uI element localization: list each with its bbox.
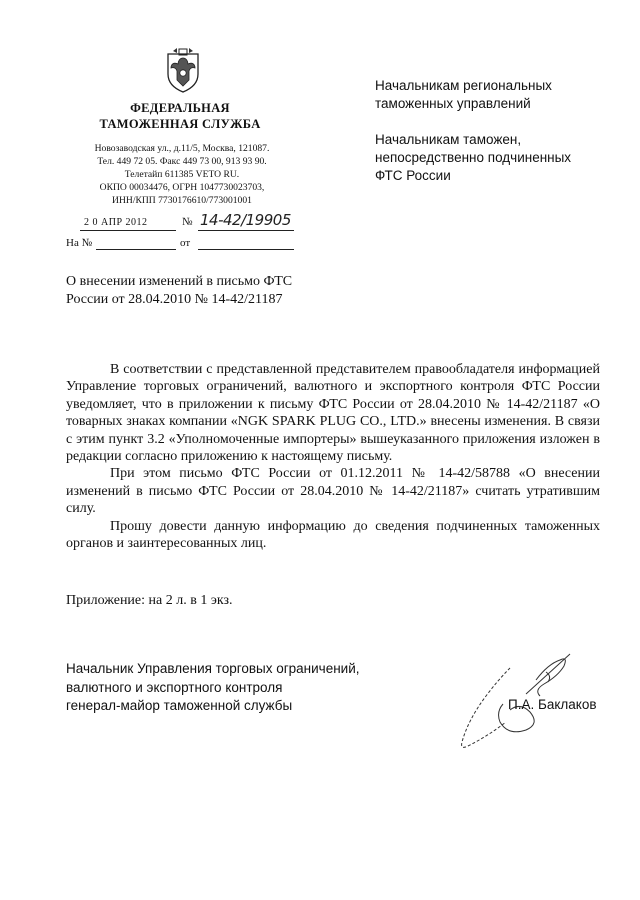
date-underline bbox=[80, 230, 176, 231]
signer-line1: Начальник Управления торговых ограничений, bbox=[66, 661, 360, 676]
ref-from-label: от bbox=[180, 237, 191, 249]
signer-line2: валютного и экспортного контроля bbox=[66, 679, 283, 695]
subject-line2: России от 28.04.2010 № 14-42/21187 bbox=[66, 292, 283, 307]
org-name-line2: ТАМОЖЕННАЯ СЛУЖБА bbox=[99, 117, 261, 131]
ref-number-label: На № bbox=[66, 237, 93, 249]
organization-name bbox=[80, 100, 280, 132]
organization-requisites bbox=[66, 142, 298, 207]
ref-number-underline bbox=[96, 249, 176, 250]
requisite-phone: Тел. 449 72 05. Факс 449 73 00, 913 93 90. bbox=[97, 156, 267, 167]
reference-line bbox=[66, 237, 306, 253]
subject-line1: О внесении изменений в письмо ФТС bbox=[66, 274, 293, 289]
addressee-1-line1: Начальникам региональных bbox=[375, 78, 552, 93]
attachment-note: Приложение: на 2 л. в 1 экз. bbox=[66, 593, 233, 608]
body-paragraph-1: В соответствии с представленной представителем правообладателя информацией Управление торговых ограничений, валютного и экспортного контроля ФТС России уведомляет, что в приложении к письму ФТС России от 28.04.2010 № 14-42/21187 «О товарных знаках компании «NGK SPARK PLUG CO., LTD.» внесены изменения. В связи с этим пункт 3.2 «Уполномоченные импортеры» вышеуказанного приложения изложен в редакции согласно приложению к настоящему письму. bbox=[66, 362, 600, 465]
body-paragraph-3: Прошу довести данную информацию до сведения подчиненных таможенных органов и заинтересованных лиц. bbox=[66, 518, 600, 552]
coat-of-arms-emblem bbox=[158, 40, 208, 95]
requisite-teletype: Телетайп 611385 VETO RU. bbox=[124, 169, 240, 180]
addressee-2-line2: непосредственно подчиненных bbox=[375, 150, 572, 165]
signer-position bbox=[66, 660, 360, 716]
registration-date: 2 0 АПР 2012 bbox=[84, 217, 148, 228]
addressee-2-line1: Начальникам таможен, bbox=[375, 132, 522, 147]
requisite-address: Новозаводская ул., д.11/5, Москва, 121087. bbox=[94, 143, 270, 154]
letter-body bbox=[66, 361, 600, 552]
signer-name: П.А. Баклаков bbox=[508, 697, 597, 712]
requisite-okpo: ОКПО 00034476, ОГРН 1047730023703, bbox=[99, 182, 265, 193]
number-underline bbox=[198, 230, 294, 231]
requisite-inn: ИНН/КПП 7730176610/773001001 bbox=[112, 195, 252, 206]
registration-stamp bbox=[80, 213, 300, 233]
addressee-1-line2: таможенных управлений bbox=[375, 96, 531, 111]
number-label: № bbox=[182, 216, 193, 228]
registration-number: 14-42/19905 bbox=[200, 211, 291, 229]
letter-subject bbox=[66, 273, 326, 309]
addressees bbox=[375, 77, 605, 185]
ref-date-underline bbox=[198, 249, 294, 250]
signer-line3: генерал-майор таможенной службы bbox=[66, 698, 293, 713]
body-paragraph-2: При этом письмо ФТС России от 01.12.2011 № 14-42/58788 «О внесении изменений в письмо ФТС России от 28.04.2010 № 14-42/21187» считать утратившим силу. bbox=[66, 466, 600, 517]
org-name-line1: ФЕДЕРАЛЬНАЯ bbox=[130, 101, 230, 115]
addressee-2-line3: ФТС России bbox=[375, 168, 451, 183]
